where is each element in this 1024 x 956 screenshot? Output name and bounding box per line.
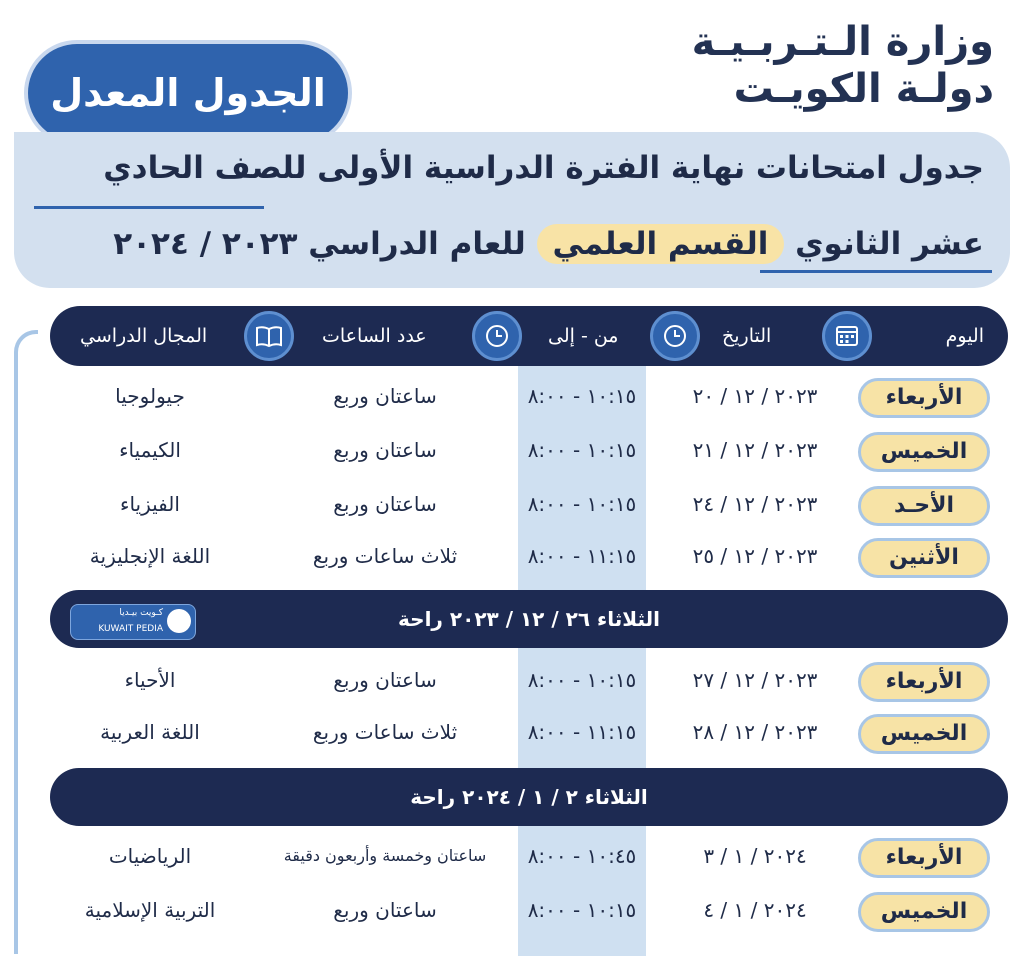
title-year-text: للعام الدراسي ٢٠٢٣ / ٢٠٢٤ [113,226,526,262]
country-name: دولـة الكويـت [733,66,994,112]
exam-date: ٢٠٢٤ / ١ / ٤ [703,898,807,922]
exam-date: ٢٠٢٣ / ١٢ / ٢٨ [692,720,818,744]
exam-subject: اللغة العربية [100,720,200,744]
exam-subject: الرياضيات [108,844,192,868]
exam-duration: ثلاث ساعات وربع [312,720,458,744]
exam-subject: التربية الإسلامية [84,898,216,922]
day-pill: الأربعاء [858,838,990,878]
exam-subject: اللغة الإنجليزية [89,544,211,568]
exam-date: ٢٠٢٣ / ١٢ / ٢٤ [692,492,818,516]
exam-subject: الكيمياء [119,438,181,462]
exam-date: ٢٠٢٣ / ١٢ / ٢٠ [692,384,818,408]
exam-time: ١٠:٤٥ - ٨:٠٠ [527,844,637,868]
exam-duration: ثلاث ساعات وربع [312,544,458,568]
title-grade-text: عشر الثانوي [795,226,984,262]
calendar-icon [822,311,872,361]
exam-duration: ساعتان وربع [333,438,437,462]
exam-time: ١١:١٥ - ٨:٠٠ [527,720,637,744]
exam-date: ٢٠٢٣ / ١٢ / ٢٥ [692,544,818,568]
clock-icon [472,311,522,361]
logo-arabic-text: كـويت بيـديا [119,608,163,618]
title-line-2 [113,214,984,274]
exam-date: ٢٠٢٣ / ١٢ / ٢٧ [692,668,818,692]
column-header-subject: المجال الدراسي [80,325,208,347]
exam-subject: الأحياء [124,668,176,692]
exam-duration: ساعتان وربع [333,898,437,922]
table-frame [14,330,38,954]
column-header-time: من - إلى [548,325,619,347]
exam-subject: جيولوجيا [115,384,185,408]
ministry-name: وزارة الـتـربـيـة [691,19,994,65]
exam-duration: ساعتان وربع [333,668,437,692]
exam-date: ٢٠٢٤ / ١ / ٣ [703,844,807,868]
title-line-1: جدول امتحانات نهاية الفترة الدراسية الأولى للصف الحادي [103,150,984,186]
exam-duration: ساعتان وربع [333,492,437,516]
rest-day-label: الثلاثاء ٢ / ١ / ٢٠٢٤ راحة [410,785,648,809]
column-header-day: اليوم [945,325,984,347]
day-pill: الأحـد [858,486,990,526]
kuwait-pedia-logo [70,604,196,640]
column-header-date: التاريخ [722,325,772,347]
column-header-hours: عدد الساعات [322,325,427,347]
exam-time: ١٠:١٥ - ٨:٠٠ [527,898,637,922]
day-pill: الخميس [858,432,990,472]
day-pill: الخميس [858,892,990,932]
day-pill: الأربعاء [858,662,990,702]
ministry-header [692,18,994,112]
day-pill: الأربعاء [858,378,990,418]
rest-day-label: الثلاثاء ٢٦ / ١٢ / ٢٠٢٣ راحة [398,607,660,631]
exam-duration: ساعتان وربع [333,384,437,408]
exam-time: ١٠:١٥ - ٨:٠٠ [527,384,637,408]
clock-icon [650,311,700,361]
exam-subject: الفيزياء [120,492,180,516]
revised-schedule-badge [28,44,348,142]
book-icon [244,311,294,361]
logo-english-text: KUWAIT PEDIA [98,624,163,634]
exam-date: ٢٠٢٣ / ١٢ / ٢١ [692,438,818,462]
day-pill: الخميس [858,714,990,754]
title-underline [34,206,264,209]
exam-time: ١٠:١٥ - ٨:٠٠ [527,492,637,516]
globe-icon [167,609,191,633]
title-section-highlight: القسم العلمي [537,224,785,264]
exam-time: ١٠:١٥ - ٨:٠٠ [527,668,637,692]
rest-day-bar [50,768,1008,826]
revised-schedule-label: الجدول المعدل [50,71,326,115]
day-pill: الأثنين [858,538,990,578]
exam-time: ١٠:١٥ - ٨:٠٠ [527,438,637,462]
exam-duration: ساعتان وخمسة وأربعون دقيقة [283,846,487,865]
title-underline [760,270,992,273]
exam-time: ١١:١٥ - ٨:٠٠ [527,544,637,568]
